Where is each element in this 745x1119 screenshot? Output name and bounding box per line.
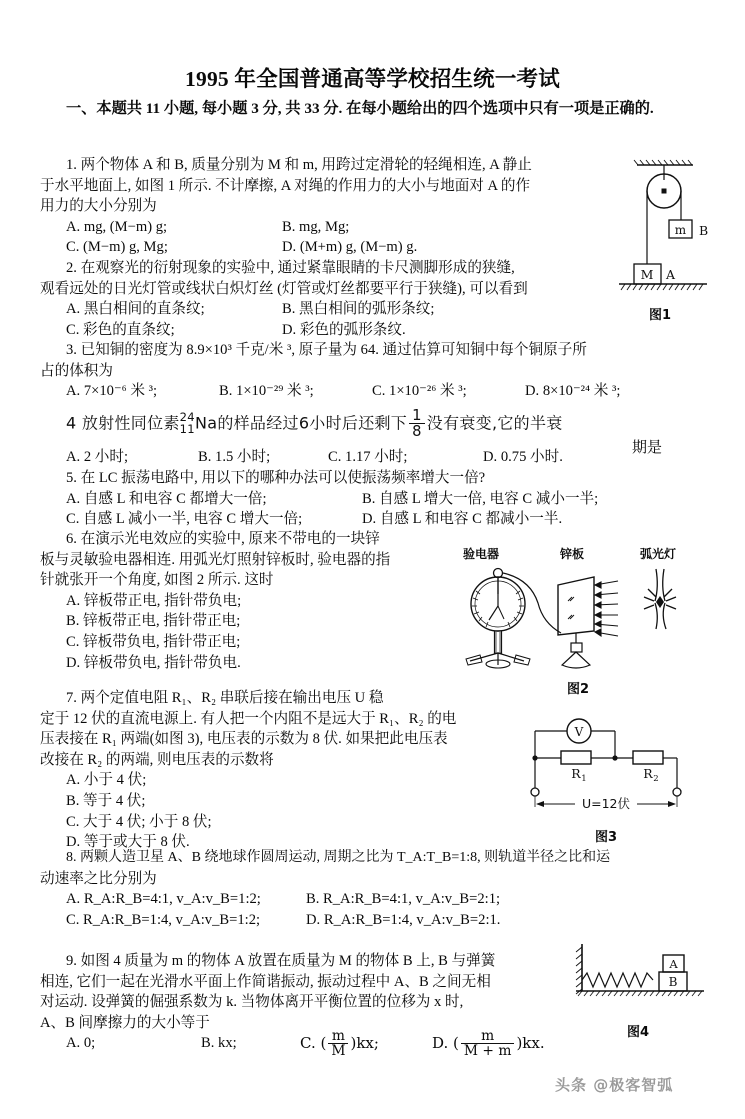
q1-option-d: D. (M+m) g, (M−m) g.	[282, 239, 418, 256]
q9-option-d-fraction	[461, 1029, 515, 1059]
q6-option-a: A. 锌板带正电, 指针带负电;	[66, 592, 242, 609]
q9-option-d-numerator: m	[461, 1029, 515, 1044]
q8-option-c: C. R_A:R_B=1:4, v_A:v_B=1:2;	[66, 911, 261, 928]
q1-stem-line-1: 1. 两个物体 A 和 B, 质量分别为 M 和 m, 用跨过定滑轮的轻绳相连, A 静止	[66, 157, 532, 173]
q6-stem-line-1: 6. 在演示光电效应的实验中, 原来不带电的一块锌	[66, 531, 380, 547]
q6-option-b: B. 锌板带正电, 指针带正电;	[66, 613, 241, 630]
question-7	[40, 688, 480, 853]
q4-option-c: C. 1.17 小时;	[328, 449, 408, 465]
q5-option-d: D. 自感 L 和电容 C 都减小一半.	[362, 511, 563, 528]
q7-option-a: A. 小于 4 伏;	[66, 772, 147, 789]
question-2	[40, 258, 700, 340]
q8-stem-line-2: 动速率之比分别为	[40, 870, 157, 887]
q9-option-c-denominator: M	[331, 1043, 346, 1060]
q4-isotope-indices	[180, 412, 195, 435]
q7-option-d: D. 等于或大于 8 伏.	[66, 834, 190, 851]
page-title: 1995 年全国普通高等学校招生统一考试	[185, 67, 560, 91]
fig4-block-a-label: A	[669, 957, 678, 971]
q5-option-a: A. 自感 L 和电容 C 都增大一倍;	[66, 490, 267, 507]
q3-option-d: D. 8×10⁻²⁴ 米 ³;	[525, 383, 621, 400]
q5-option-c: C. 自感 L 减小一半, 电容 C 增大一倍;	[66, 511, 303, 528]
figure-1	[607, 158, 727, 323]
q4-option-a: A. 2 小时;	[66, 449, 129, 465]
q8-option-b: B. R_A:R_B=4:1, v_A:v_B=2:1;	[306, 891, 501, 908]
question-5	[40, 468, 700, 530]
fig1-block-b-mass: m	[674, 223, 687, 237]
q7-option-c: C. 大于 4 伏; 小于 8 伏;	[66, 813, 212, 830]
q7-stem-line-4: 改接在 R₂ 的两端, 则电压表的示数将	[40, 751, 274, 768]
fig1-label-a: A	[666, 267, 676, 282]
q3-option-b: B. 1×10⁻²⁹ 米 ³;	[219, 383, 314, 400]
q1-stem-line-2: 于水平地面上, 如图 1 所示. 不计摩擦, A 对绳的作用力的大小与地面对 A 的作	[40, 177, 531, 194]
figure-2-label-zinc-plate: 锌板	[560, 547, 585, 561]
q9-stem-line-1: 9. 如图 4 质量为 m 的物体 A 放置在质量为 M 的物体 B 上, B 与弹簧	[66, 953, 496, 969]
q8-stem-line-1: 8. 两颗人造卫星 A、B 绕地球作圆周运动, 周期之比为 T_A:T_B=1:8, 则轨道半径之比和运	[66, 850, 611, 865]
q4-text-c: 没有衰变,它的半衰	[426, 413, 563, 433]
q9-stem-line-4: A、B 间摩擦力的大小等于	[40, 1014, 210, 1031]
q7-option-b: B. 等于 4 伏;	[66, 792, 146, 809]
q1-option-c: C. (M−m) g, Mg;	[66, 239, 168, 256]
fig3-r1-subscript: 1	[581, 774, 587, 784]
q3-option-a: A. 7×10⁻⁶ 米 ³;	[66, 383, 158, 400]
figure-2-label-electroscope: 验电器	[463, 547, 500, 561]
q9-option-c-suffix: )kx;	[350, 1033, 379, 1052]
question-4-stem	[66, 408, 676, 440]
q4-fraction-denominator: 8	[412, 423, 422, 441]
section-heading: 一、本题共 11 小题, 每小题 3 分, 共 33 分. 在每小题给出的四个选项中只有一项是正确的.	[66, 100, 654, 117]
q5-option-b: B. 自感 L 增大一倍, 电容 C 减小一半;	[362, 490, 599, 507]
q9-option-d-denominator: M + m	[463, 1043, 512, 1060]
fig3-r2-label: R	[643, 766, 653, 781]
q9-option-d	[432, 1029, 545, 1059]
q9-option-d-suffix: )kx.	[516, 1033, 545, 1052]
question-1	[40, 155, 700, 258]
q9-option-a: A. 0;	[66, 1035, 96, 1052]
q2-option-a: A. 黑白相间的直条纹;	[66, 301, 205, 318]
q2-option-c: C. 彩色的直条纹;	[66, 321, 175, 338]
figure-1-caption: 图1	[648, 308, 672, 323]
q4-fraction	[409, 408, 425, 440]
watermark: 头条 @极客智弧	[555, 1076, 674, 1094]
q4-option-d: D. 0.75 小时.	[483, 449, 563, 465]
q7-stem-line-2: 定于 12 伏的直流电源上. 有人把一个内阻不是远大于 R₁、R₂ 的电	[40, 710, 457, 727]
fig3-r2-subscript: 2	[653, 774, 659, 784]
figure-3-caption: 图3	[594, 830, 618, 845]
fig1-block-a-mass: M	[640, 267, 654, 282]
q7-stem-line-1: 7. 两个定值电阻 R₁、R₂ 串联后接在输出电压 U 稳	[66, 690, 384, 706]
q9-option-b: B. kx;	[201, 1035, 237, 1052]
q4-text-d: 期是	[632, 438, 663, 456]
q6-option-d: D. 锌板带负电, 指针带负电.	[66, 654, 241, 671]
figure-2-label-arc-lamp: 弧光灯	[640, 547, 677, 561]
q3-stem-line-1: 3. 已知铜的密度为 8.9×10³ 千克/米 ³, 原子量为 64. 通过估算可知铜中每个铜原子所	[66, 342, 587, 358]
q4-text-b: 的样品经过6小时后还剩下	[217, 413, 408, 433]
fig1-label-b: B	[699, 223, 709, 238]
q9-option-c-prefix: C. (	[300, 1033, 327, 1052]
q9-stem-line-3: 对运动. 设弹簧的倔强系数为 k. 当物体离开平衡位置的位移为 x 时,	[40, 994, 464, 1011]
q4-isotope-symbol: Na	[194, 413, 218, 433]
q8-option-a: A. R_A:R_B=4:1, v_A:v_B=1:2;	[66, 891, 261, 908]
question-8	[40, 848, 730, 930]
q4-mass-number: 24	[179, 410, 195, 425]
figure-4-caption: 图4	[626, 1025, 650, 1040]
q2-stem-line-2: 观看远处的日光灯管或线状白炽灯丝 (灯管或灯丝都要平行于狭缝), 可以看到	[40, 280, 528, 297]
q6-stem-line-3: 针就张开一个角度, 如图 2 所示. 这时	[40, 572, 274, 589]
q8-option-d: D. R_A:R_B=1:4, v_A:v_B=2:1.	[306, 911, 501, 928]
figure-3-drawing	[505, 708, 705, 820]
q9-option-c-numerator: m	[328, 1029, 348, 1044]
figure-2-caption: 图2	[566, 682, 590, 697]
q6-option-c: C. 锌板带负电, 指针带正电;	[66, 633, 241, 650]
q4-atomic-number: 11	[179, 421, 195, 436]
fig3-r1-label: R	[571, 766, 581, 781]
q3-option-c: C. 1×10⁻²⁶ 米 ³;	[372, 383, 467, 400]
q1-option-a: A. mg, (M−m) g;	[66, 218, 168, 235]
q3-stem-line-2: 占的体积为	[40, 362, 113, 379]
q7-stem-line-3: 压表接在 R₁ 两端(如图 3), 电压表的示数为 8 伏. 如果把此电压表	[40, 731, 448, 748]
q9-option-c-fraction	[328, 1029, 348, 1059]
q4-option-b: B. 1.5 小时;	[198, 449, 271, 465]
q9-stem-line-2: 相连, 它们一起在光滑水平面上作简谐振动, 振动过程中 A、B 之间无相	[40, 973, 491, 990]
figure-4	[570, 944, 720, 1040]
figure-1-drawing	[607, 158, 727, 298]
question-6	[40, 529, 460, 673]
question-3	[40, 340, 720, 402]
q4-text-a: 4 放射性同位素	[66, 413, 180, 433]
q9-option-d-prefix: D. (	[432, 1033, 459, 1052]
fig3-voltage-label: U=12伏	[581, 796, 631, 811]
question-4-options	[40, 447, 700, 468]
q5-stem-line-1: 5. 在 LC 振荡电路中, 用以下的哪种办法可以使振荡频率增大一倍?	[66, 470, 486, 486]
q6-stem-line-2: 板与灵敏验电器相连. 用弧光灯照射锌板时, 验电器的指	[40, 551, 391, 568]
figure-4-drawing	[570, 944, 720, 1016]
fig3-voltmeter-label: V	[574, 725, 584, 739]
q4-fraction-numerator: 1	[409, 408, 425, 424]
q1-option-b: B. mg, Mg;	[282, 218, 350, 235]
figure-2-drawing	[458, 561, 708, 673]
fig4-block-b-label: B	[668, 975, 678, 989]
figure-3	[505, 708, 705, 845]
q2-option-b: B. 黑白相间的弧形条纹;	[282, 301, 435, 318]
q2-stem-line-1: 2. 在观察光的衍射现象的实验中, 通过紧靠眼睛的卡尺测脚形成的狭缝,	[66, 260, 515, 276]
q1-stem-line-3: 用力的大小分别为	[40, 198, 157, 215]
q9-option-c	[300, 1029, 379, 1059]
q2-option-d: D. 彩色的弧形条纹.	[282, 321, 406, 338]
